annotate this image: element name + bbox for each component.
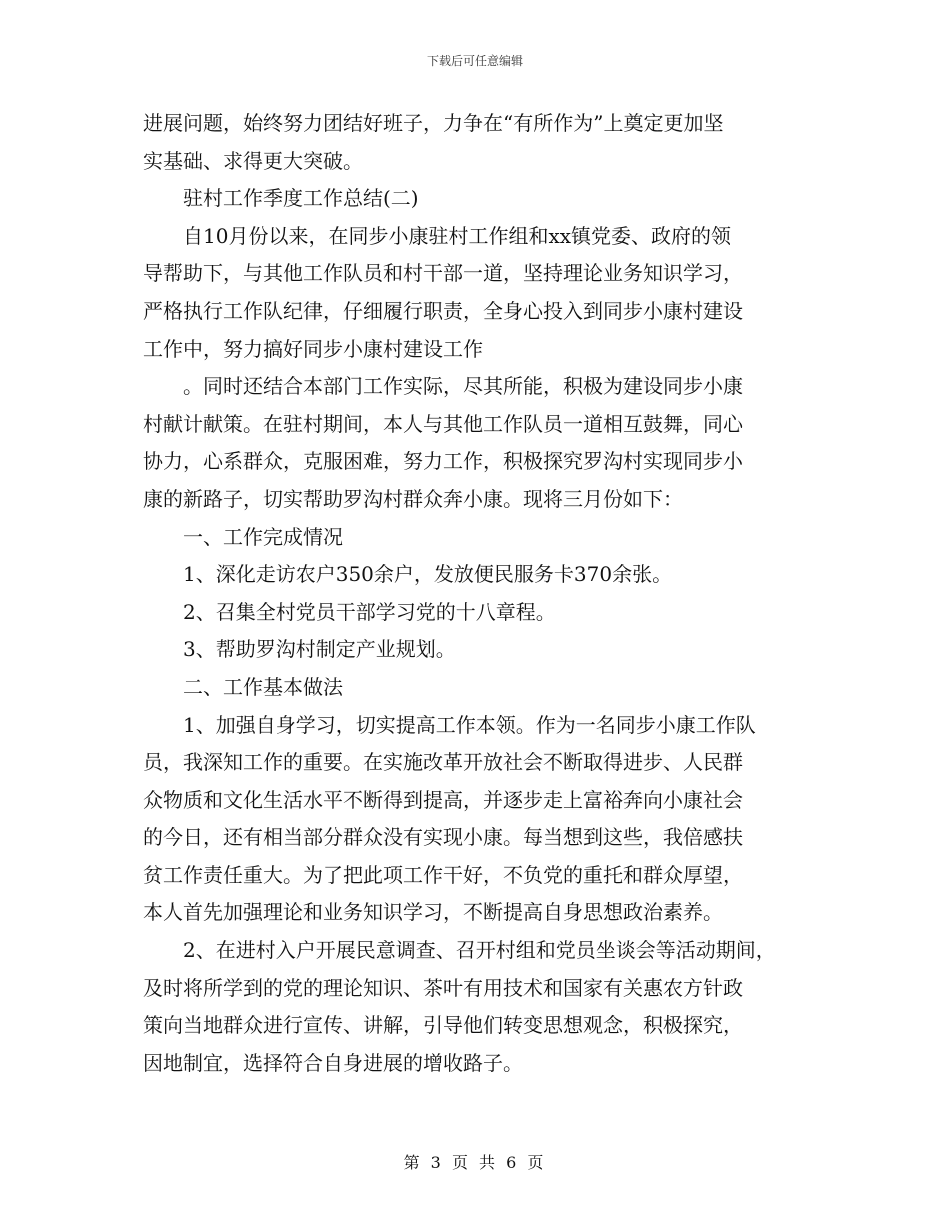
page-number: 第 3 页 共 6 页: [403, 1153, 547, 1172]
body-line: 实基础、求得更大突破。: [143, 148, 363, 173]
body-line: 康的新路子，切实帮助罗沟村群众奔小康。现将三月份如下：: [143, 486, 683, 511]
body-line: 自10月份以来，在同步小康驻村工作组和xx镇党委、政府的领: [183, 223, 732, 248]
body-line: 进展问题，始终努力团结好班子，力争在“有所作为”上奠定更加坚: [143, 111, 724, 135]
body-line: 工作中，努力搞好同步小康村建设工作: [143, 336, 483, 361]
body-line: 。同时还结合本部门工作实际，尽其所能，积极为建设同步小康: [183, 374, 743, 399]
body-line: 村献计献策。在驻村期间，本人与其他工作队员一道相互鼓舞，同心: [143, 411, 743, 436]
body-line: 及时将所学到的党的理论知识、茶叶有用技术和国家有关惠农方针政: [143, 975, 743, 1000]
body-line: 导帮助下，与其他工作队员和村干部一道，坚持理论业务知识学习，: [143, 261, 743, 286]
body-line: 2、召集全村党员干部学习党的十八章程。: [183, 599, 556, 624]
body-line: 员，我深知工作的重要。在实施改革开放社会不断取得进步、人民群: [143, 750, 743, 775]
body-line: 二、工作基本做法: [183, 674, 343, 699]
body-line: 2、在进村入户开展民意调查、召开村组和党员坐谈会等活动期间，: [183, 938, 776, 963]
body-line: 因地制宜，选择符合自身进展的增收路子。: [143, 1050, 523, 1075]
body-line: 1、深化走访农户350余户，发放便民服务卡370余张。: [183, 562, 673, 587]
body-line: 1、加强自身学习，切实提高工作本领。作为一名同步小康工作队: [183, 712, 756, 737]
body-line: 严格执行工作队纪律，仔细履行职责，全身心投入到同步小康村建设: [143, 298, 743, 323]
body-line: 策向当地群众进行宣传、讲解，引导他们转变思想观念，积极探究，: [143, 1013, 743, 1038]
document-body: [143, 105, 823, 1082]
body-line: 贫工作责任重大。为了把此项工作干好，不负党的重托和群众厚望，: [143, 862, 743, 887]
body-line: 驻村工作季度工作总结(二): [183, 186, 419, 211]
body-line: 众物质和文化生活水平不断得到提高，并逐步走上富裕奔向小康社会: [143, 787, 743, 812]
page-header-note: 下载后可任意编辑: [426, 54, 523, 68]
body-line: 一、工作完成情况: [183, 524, 343, 549]
body-line: 的今日，还有相当部分群众没有实现小康。每当想到这些，我倍感扶: [143, 825, 743, 850]
body-line: 协力，心系群众，克服困难，努力工作，积极探究罗沟村实现同步小: [143, 449, 743, 474]
body-line: 3、帮助罗沟村制定产业规划。: [183, 637, 456, 662]
body-line: 本人首先加强理论和业务知识学习，不断提高自身思想政治素养。: [143, 900, 723, 925]
